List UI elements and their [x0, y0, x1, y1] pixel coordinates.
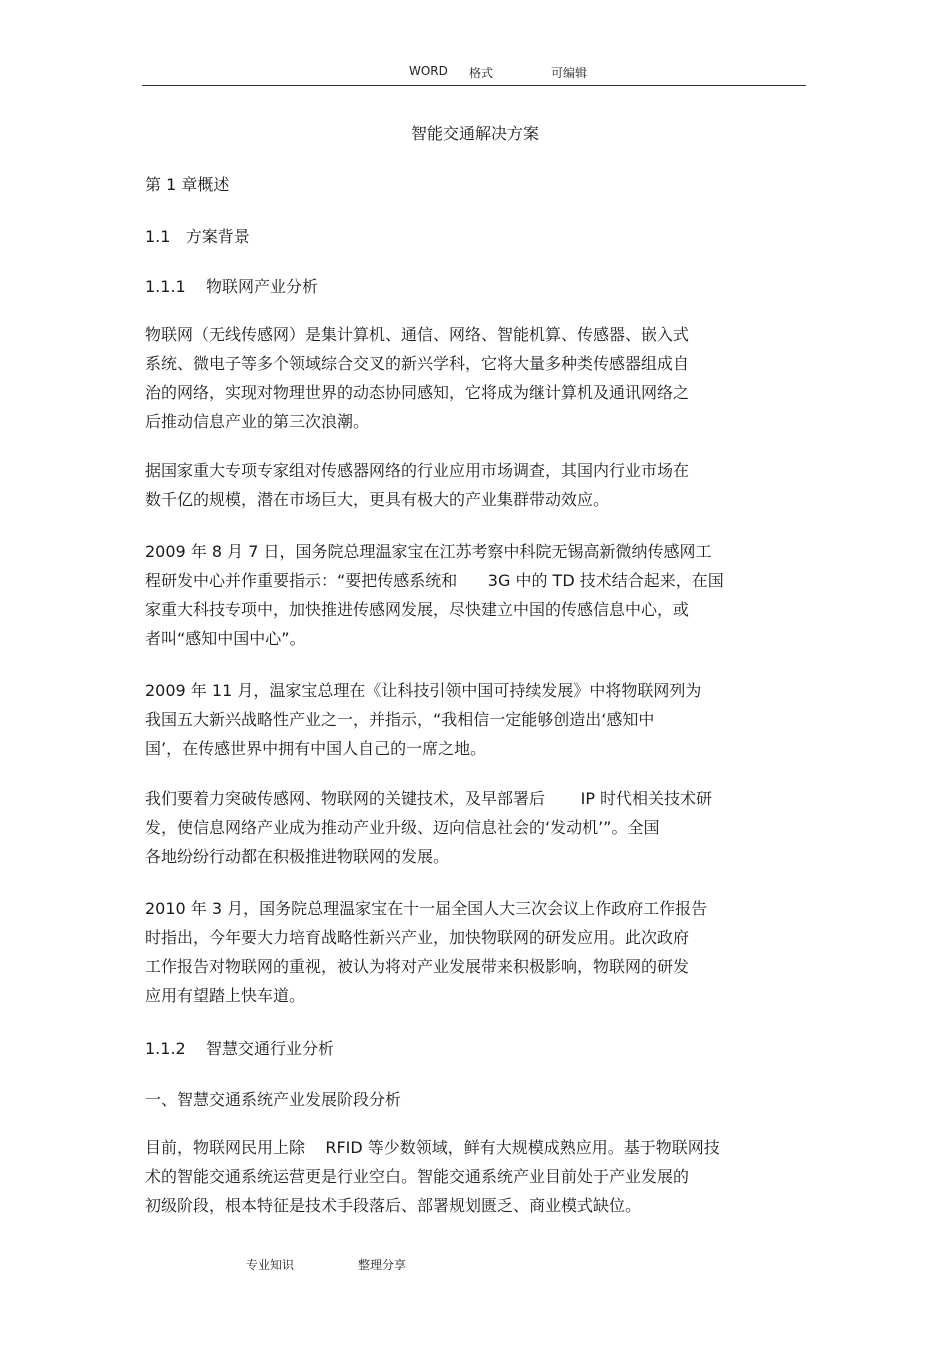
- text-line: 程研发中心并作重要指示：“要把传感系统和 3G 中的 TD 技术结合起来，在国: [145, 571, 724, 590]
- text-line: 应用有望踏上快车道。: [145, 986, 306, 1005]
- text-line: 家重大科技专项中，加快推进传感网发展，尽快建立中国的传感信息中心，或: [145, 600, 690, 619]
- text-line: 目前，物联网民用上除 RFID 等少数领域，鲜有大规模成熟应用。基于物联网技: [145, 1138, 720, 1157]
- paragraph-2009-nov: [145, 676, 701, 763]
- text-line: 系统、微电子等多个领域综合交叉的新兴学科，它将大量多种类传感器组成自: [145, 354, 690, 373]
- paragraph-2009-aug: [145, 537, 724, 653]
- footer-right: 整理分享: [358, 1258, 407, 1272]
- text-line: 我们要着力突破传感网、物联网的关键技术，及早部署后 IP 时代相关技术研: [145, 789, 713, 808]
- text-line: 2009 年 8 月 7 日，国务院总理温家宝在江苏考察中科院无锡高新微纳传感网工: [145, 542, 712, 561]
- paragraph-key-tech: [145, 784, 712, 871]
- text-line: 我国五大新兴战略性产业之一，并指示，“我相信一定能够创造出‘感知中: [145, 710, 655, 729]
- subsection-heading-1: 一、智慧交通系统产业发展阶段分析: [145, 1090, 402, 1109]
- section-heading-1-1-2: 1.1.2 智慧交通行业分析: [145, 1039, 335, 1058]
- text-line: 初级阶段，根本特征是技术手段落后、部署规划匮乏、商业模式缺位。: [145, 1196, 642, 1215]
- text-line: 时指出，今年要大力培育战略性新兴产业，加快物联网的研发应用。此次政府: [145, 928, 690, 947]
- header-word: WORD: [409, 64, 448, 78]
- text-line: 物联网（无线传感网）是集计算机、通信、网络、智能机算、传感器、嵌入式: [145, 325, 690, 344]
- text-line: 后推动信息产业的第三次浪潮。: [145, 412, 370, 431]
- text-line: 数千亿的规模，潜在市场巨大，更具有极大的产业集群带动效应。: [145, 490, 610, 509]
- text-line: 工作报告对物联网的重视，被认为将对产业发展带来积极影响，物联网的研发: [145, 957, 690, 976]
- text-line: 据国家重大专项专家组对传感器网络的行业应用市场调查，其国内行业市场在: [145, 461, 690, 480]
- header-format: 格式: [469, 66, 494, 80]
- text-line: 国’，在传感世界中拥有中国人自己的一席之地。: [145, 739, 487, 758]
- text-line: 者叫“感知中国中心”。: [145, 629, 306, 648]
- paragraph-2010-mar: [145, 894, 707, 1010]
- paragraph-iot-intro: [145, 320, 689, 436]
- header-editable: 可编辑: [551, 66, 588, 80]
- text-line: 2010 年 3 月，国务院总理温家宝在十一届全国人大三次会议上作政府工作报告: [145, 899, 708, 918]
- chapter-heading: 第 1 章概述: [145, 175, 230, 194]
- text-line: 术的智能交通系统运营更是行业空白。智能交通系统产业目前处于产业发展的: [145, 1167, 690, 1186]
- section-heading-1-1-1: 1.1.1 物联网产业分析: [145, 277, 319, 296]
- header-divider: [142, 85, 806, 86]
- paragraph-market-survey: [145, 456, 689, 514]
- text-line: 治的网络，实现对物理世界的动态协同感知，它将成为继计算机及通讯网络之: [145, 383, 690, 402]
- text-line: 发，使信息网络产业成为推动产业升级、迈向信息社会的‘发动机’”。全国: [145, 818, 660, 837]
- text-line: 2009 年 11 月，温家宝总理在《让科技引领中国可持续发展》中将物联网列为: [145, 681, 702, 700]
- section-heading-1-1: 1.1 方案背景: [145, 227, 250, 246]
- text-line: 各地纷纷行动都在积极推进物联网的发展。: [145, 847, 450, 866]
- document-title: 智能交通解决方案: [410, 124, 539, 143]
- paragraph-its-stage: [145, 1133, 720, 1220]
- footer-left: 专业知识: [246, 1258, 295, 1272]
